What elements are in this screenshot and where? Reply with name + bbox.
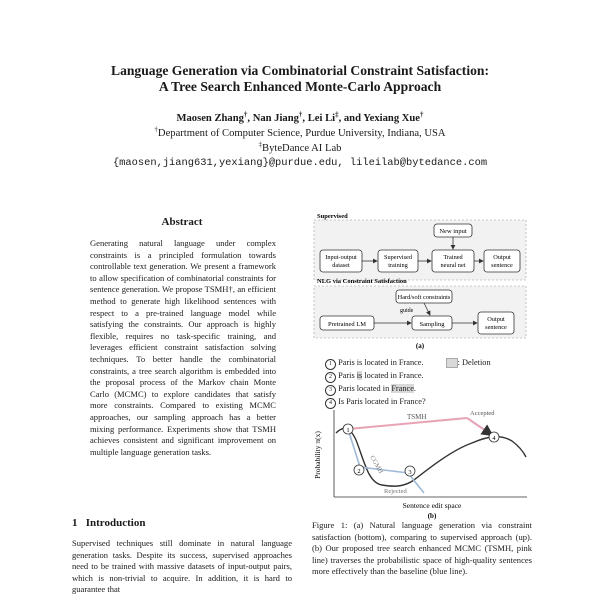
affiliation-2: ‡ByteDance AI Lab [258, 140, 342, 154]
affiliation-1: †Department of Computer Science, Purdue University, Indiana, USA [154, 125, 446, 139]
output-sentence-top-line2: sentence [491, 262, 513, 269]
paper-title-line-1: Language Generation via Combinatorial Constraint Satisfaction: [111, 63, 489, 78]
trained-neural-net-line2: neural net [440, 262, 466, 269]
paper-title-line-2: A Tree Search Enhanced Monte-Carlo Approach [158, 79, 442, 94]
state-marker-4-label: 4 [492, 435, 496, 442]
trained-neural-net-line1: Trained [443, 254, 463, 261]
legend-number-4: 4 [325, 398, 336, 409]
cgmh-path [348, 429, 424, 493]
hard-soft-constraints-text: Hard/soft constraints [397, 294, 451, 301]
author-name: Maosen Zhang [176, 113, 244, 124]
state-marker-2-label: 2 [357, 468, 361, 475]
input-output-dataset-line1: Input-output [325, 254, 357, 261]
author-name: Nan Jiang [252, 113, 299, 124]
panel-b-label: (b) [427, 512, 437, 520]
section-heading-introduction: 1 Introduction [72, 517, 146, 529]
state-marker-1-label: 1 [346, 427, 350, 434]
legend-item-2: 2 Paris is located in France. [325, 370, 535, 383]
output-sentence-top-line1: Output [493, 254, 511, 261]
legend-item-4: 4 Is Paris located in France? [325, 396, 535, 409]
output-sentence-bottom-line2: sentence [485, 324, 507, 331]
cgmh-label: CGMH [368, 454, 385, 475]
pretrained-lm-text: Pretrained LM [327, 321, 367, 328]
input-output-dataset-line2: dataset [332, 262, 350, 269]
accepted-label: Accepted [470, 410, 495, 417]
abstract-text: Generating natural language under complex constraints is a principled formulation towards controllable text generation. We present a framework to allow specification of combinatorial constraints for sentence generation. We propose TSMH†, an efficient method to generate high likelihood sentences with respect to a pre-trained language model while satisfying the constraints. Our approach is highly flexible, requires no task-specific training, and leverages efficient constraint satisfaction solving techniques. To better handle the combinatorial constraints, a tree search algorithm is embedded into the proposal process of the Markov chain Monte Carlo (MCMC) to explore candidates that satisfy more constraints. Compared to existing MCMC approaches, our sampling approach has a better mixing performance. Experiments show that TSMH achieves consistent and significant improvement on multiple language generation tasks. [90, 238, 276, 457]
author-list: Maosen Zhang†, Nan Jiang†, Lei Li‡, and Yexiang Xue† [176, 110, 424, 124]
supervised-training-line2: training [388, 262, 408, 269]
deletion-label: : Deletion [457, 358, 491, 367]
abstract-heading: Abstract [161, 216, 203, 228]
figure-1b-plot [312, 405, 534, 520]
y-axis-label: Probability π(x) [313, 431, 322, 479]
legend-number-3: 3 [325, 385, 336, 396]
author-name: Lei Li [307, 113, 336, 124]
supervised-training-line1: Supervised [384, 254, 412, 261]
guide-text: guide [400, 308, 414, 314]
introduction-text: Supervised techniques still dominate in natural language generation tasks. Despite its success, supervised approaches need to be trained with massive datasets of input-output pairs, which is non-trivial to acquire. In addition, it is hard to guarantee that [72, 538, 292, 595]
figure-1-caption: Figure 1: (a) Natural language generation via constraint satisfaction (bottom), comparing to supervised approach (up). (b) Our proposed tree search enhanced MCMC (TSMH, pink line) traverses the probabilistic space of high-quality sentences more effectively than the baseline (blue line). [312, 520, 532, 577]
nlg-label: NLG via Constraint Satisfaction [317, 278, 407, 285]
sampling-text: Sampling [419, 321, 445, 328]
legend-item-3: 3 Paris located in France. [325, 383, 535, 396]
legend-item-1: 1 Paris is located in France. : Deletion [325, 357, 535, 370]
state-marker-3-label: 3 [408, 469, 412, 476]
author-name: and Yexiang Xue [343, 113, 421, 124]
figure-1b-legend [325, 357, 535, 409]
output-sentence-bottom-line1: Output [487, 316, 505, 323]
figure-1a-diagram [312, 210, 532, 350]
rejected-label: Rejected [384, 488, 407, 495]
legend-number-2: 2 [325, 372, 336, 383]
tsmh-label: TSMH [407, 413, 427, 421]
new-input-text: New input [439, 228, 467, 235]
panel-a-label: (a) [415, 342, 425, 350]
deletion-swatch [446, 358, 458, 368]
tsmh-accept-arrow [467, 418, 492, 435]
author-emails: {maosen,jiang631,yexiang}@purdue.edu, lileilab@bytedance.com [112, 157, 488, 169]
supervised-label: Supervised [317, 213, 348, 220]
legend-number-1: 1 [325, 359, 336, 370]
x-axis-label: Sentence edit space [402, 501, 462, 510]
